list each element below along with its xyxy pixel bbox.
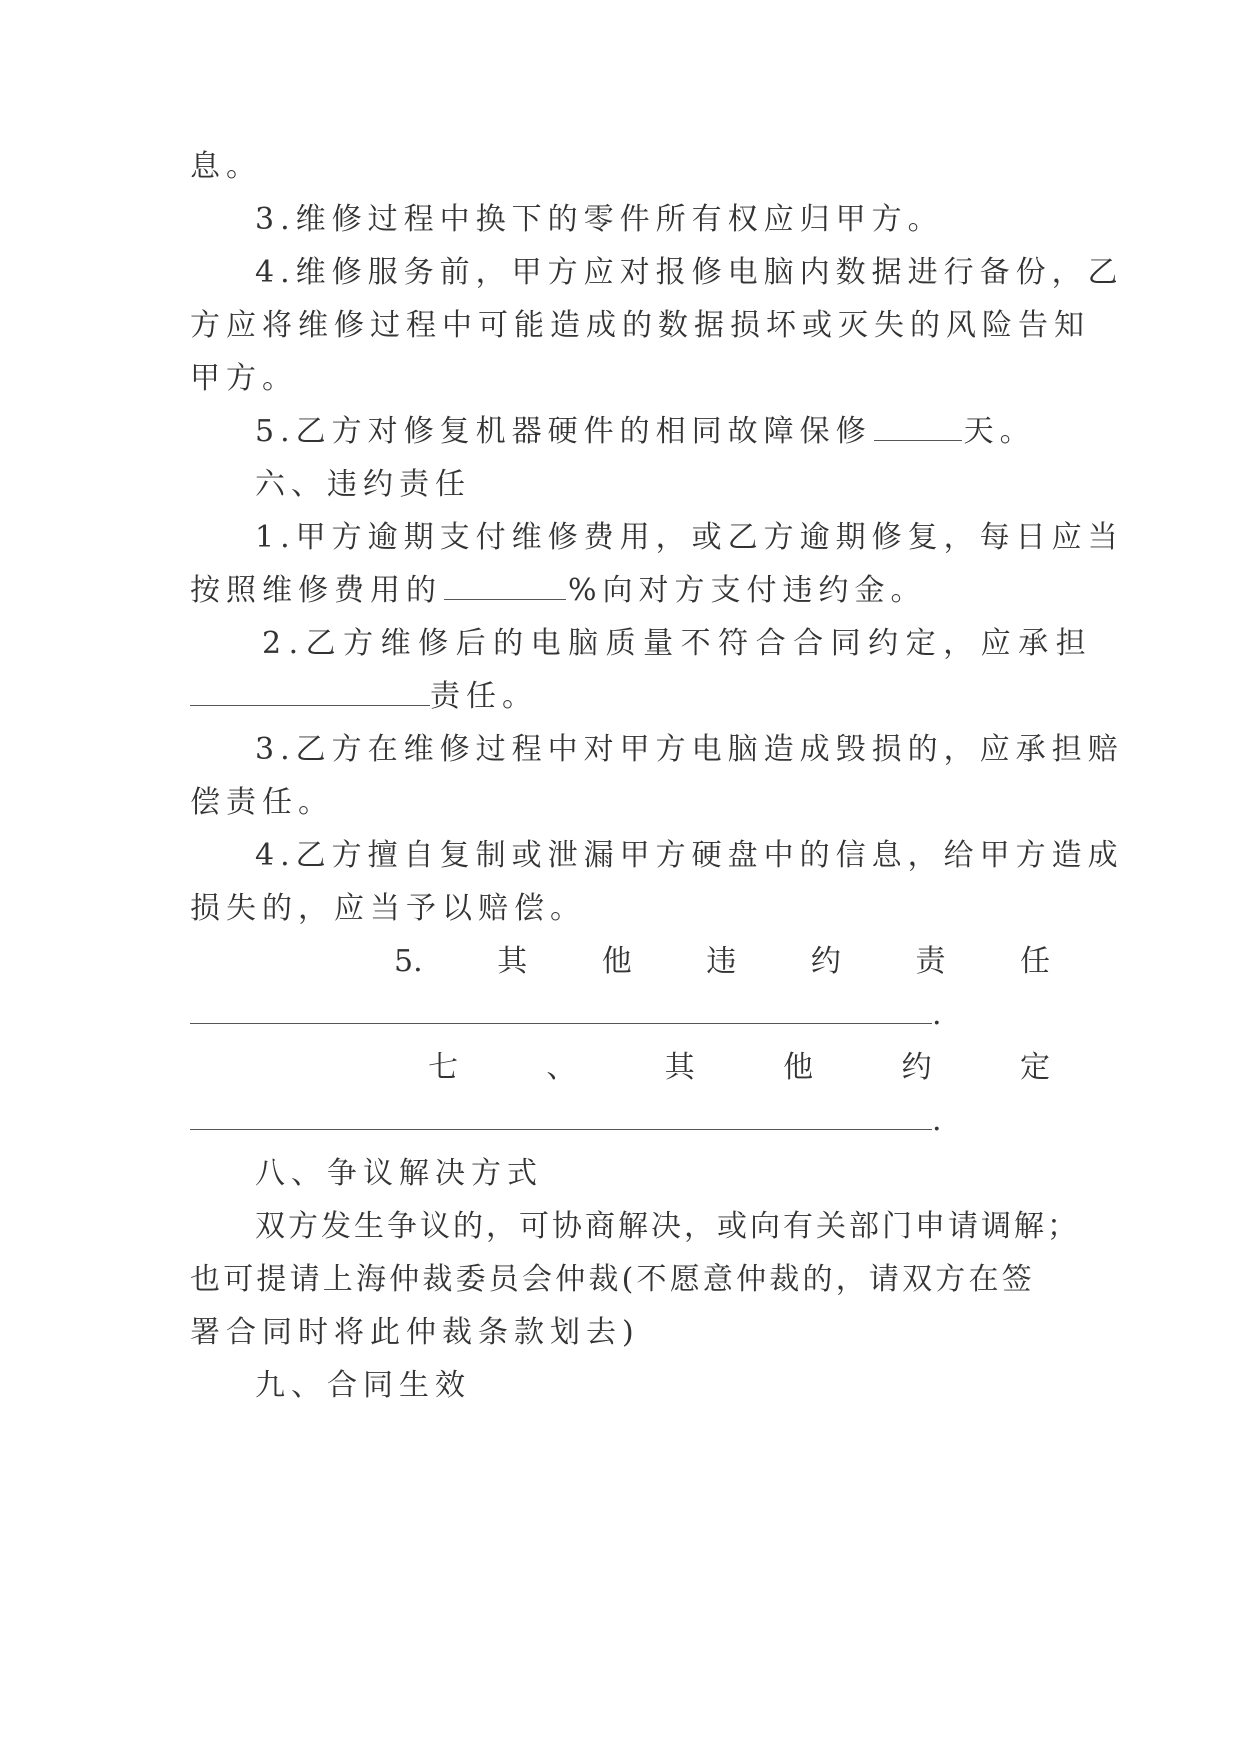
- section-7-char: 约: [901, 1050, 932, 1085]
- section-9-title: 九、合同生效: [255, 1368, 471, 1403]
- clause-5-5: [255, 408, 1050, 456]
- clause-5-5-suffix: 天。: [963, 414, 1036, 449]
- paragraph-continuation: 息。: [190, 149, 262, 184]
- clause-5-4-line-3: 甲方。: [190, 361, 298, 396]
- section-7-char: 定: [1019, 1050, 1050, 1085]
- clause-6-5-char: 其: [497, 944, 528, 979]
- section-7-char: 、: [546, 1050, 577, 1085]
- clause-5-4-line-1: 4.维修服务前，甲方应对报修电脑内数据进行备份，乙: [255, 255, 1124, 290]
- clause-6-3-line-2: 偿责任。: [190, 785, 334, 820]
- clause-6-5-period: .: [932, 997, 942, 1032]
- section-8-title: 八、争议解决方式: [255, 1156, 543, 1191]
- clause-6-4-line-1: 4.乙方擅自复制或泄漏甲方硬盘中的信息，给甲方造成: [255, 838, 1124, 873]
- clause-6-5-char: 他: [601, 944, 632, 979]
- clause-6-2-suffix: 责任。: [430, 679, 538, 714]
- clause-6-5-char: 约: [810, 944, 841, 979]
- section-7-title-line: [428, 1044, 1050, 1092]
- clause-6-5-char: 责: [915, 944, 946, 979]
- clause-6-1-text: 按照维修费用的: [190, 573, 442, 608]
- section-8-line-2: 也可提请上海仲裁委员会仲裁(不愿意仲裁的，请双方在签: [190, 1262, 1035, 1297]
- clause-6-5-number: 5.: [394, 944, 423, 979]
- clause-6-1-suffix: %向对方支付违约金。: [568, 573, 927, 608]
- clause-6-1-line-1: 1.甲方逾期支付维修费用，或乙方逾期修复，每日应当: [255, 520, 1124, 555]
- section-7-line-2: [190, 1097, 942, 1145]
- section-7-char: 其: [664, 1050, 695, 1085]
- clause-6-2-line-1: 2.乙方维修后的电脑质量不符合合同约定，应承担: [262, 626, 1094, 661]
- clause-6-5-line-1: [394, 938, 1050, 986]
- other-terms-blank: [190, 1099, 932, 1130]
- clause-6-2-line-2: [190, 673, 1050, 721]
- warranty-days-blank: [874, 412, 962, 441]
- clause-6-5-line-2: [190, 991, 942, 1039]
- section-8-line-1: 双方发生争议的，可协商解决，或向有关部门申请调解；: [255, 1209, 1080, 1244]
- section-8-line-3: 署合同时将此仲裁条款划去): [190, 1315, 640, 1350]
- clause-6-5-char: 违: [706, 944, 737, 979]
- section-7-period: .: [932, 1103, 942, 1138]
- clause-6-1-line-2: [190, 567, 1050, 615]
- clause-6-4-line-2: 损失的，应当予以赔偿。: [190, 891, 586, 926]
- clause-5-4-line-2: 方应将维修过程中可能造成的数据损坏或灭失的风险告知: [190, 308, 1090, 343]
- clause-5-5-text: 5.乙方对修复机器硬件的相同故障保修: [255, 414, 872, 449]
- clause-6-3-line-1: 3.乙方在维修过程中对甲方电脑造成毁损的，应承担赔: [255, 732, 1124, 767]
- section-7-char: 七: [428, 1050, 458, 1085]
- section-7-char: 他: [783, 1050, 814, 1085]
- section-6-title: 六、违约责任: [255, 467, 471, 502]
- clause-6-5-char: 任: [1020, 944, 1050, 979]
- clause-5-3: 3.维修过程中换下的零件所有权应归甲方。: [255, 202, 944, 237]
- other-liability-blank: [190, 993, 932, 1024]
- penalty-percent-blank: [444, 571, 566, 600]
- liability-blank: [190, 677, 430, 706]
